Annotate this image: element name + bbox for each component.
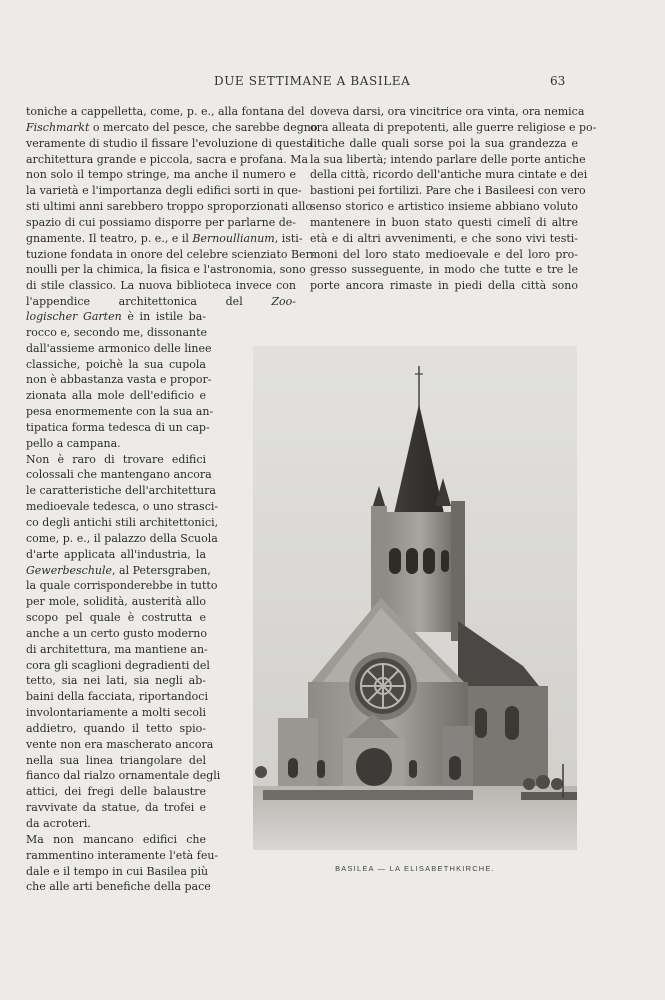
church-photo <box>253 346 577 850</box>
text-line: pello a campana. <box>26 436 121 450</box>
text-line: spazio di cui possiamo disporre per parlarne de- <box>26 215 296 229</box>
text-line: litiche dalle quali sorse poi la sua grandezza e <box>310 136 578 150</box>
text-line: gresso susseguente, in modo che tutte e tre le <box>310 263 578 277</box>
text-line: zionata alla mole dell'edificio e <box>26 389 206 403</box>
text-line: Ma non mancano edifici che <box>26 832 206 846</box>
text-line: vente non era mascherato ancora <box>26 737 214 751</box>
text-line: attici, dei fregi delle balaustre <box>26 785 206 799</box>
text-line: gnamente. Il teatro, p. e., e il Bernoullianum, isti- <box>26 231 303 245</box>
elisabethkirche-illustration <box>253 346 577 850</box>
text-line: noulli per la chimica, la fisica e l'astronomia, sono <box>26 263 306 277</box>
text-line: rammentino interamente l'età feu- <box>26 848 219 862</box>
left-column-narrow <box>26 309 221 895</box>
text-line: non è abbastanza vasta e propor- <box>26 373 212 387</box>
left-column-wide <box>26 104 318 310</box>
text-line: l'appendice architettonica del Zoo- <box>26 295 296 309</box>
text-line: la varietà e l'importanza degli edifici sorti in que- <box>26 184 302 198</box>
running-title: DUE SETTIMANE A BASILEA <box>214 74 411 88</box>
text-line: senso storico e artistico insieme abbiano voluto <box>310 200 578 214</box>
text-line: della città, ricordo dell'antiche mura cintate e dei <box>310 168 588 182</box>
text-line: addietro, quando il tetto spio- <box>26 721 206 735</box>
text-line: porte ancora rimaste in piedi della città sono <box>310 279 578 293</box>
text-line: tetto, sia nei lati, sia negli ab- <box>26 674 206 688</box>
text-line: fianco dal rialzo ornamentale degli <box>26 769 221 783</box>
text-line: sti ultimi anni sarebbero troppo sproporzionati allo <box>26 200 312 214</box>
text-line: classiche, poichè la sua cupola <box>26 357 206 371</box>
text-line: baini della facciata, riportandoci <box>26 690 208 704</box>
text-line: ora alleata di prepotenti, alle guerre religiose e po- <box>310 120 597 134</box>
text-line: dale e il tempo in cui Basilea più <box>26 864 209 878</box>
text-line: tipatica forma tedesca di un cap- <box>26 420 210 434</box>
text-line: logischer Garten è in istile ba- <box>26 310 206 323</box>
text-line: anche a un certo gusto moderno <box>26 626 207 640</box>
text-line: scopo pel quale è costrutta e <box>26 611 206 625</box>
text-line: medioevale tedesca, o uno strasci- <box>26 500 219 514</box>
text-line: per mole, solidità, austerità allo <box>26 595 206 609</box>
text-line: non solo il tempo stringe, ma anche il numero e <box>26 168 296 182</box>
text-line: ravvivate da statue, da trofei e <box>26 801 206 815</box>
text-line: di stile classico. La nuova biblioteca invece con <box>26 279 296 293</box>
text-line: la quale corrisponderebbe in tutto <box>26 579 218 593</box>
text-line: mantenere in buon stato questi cimelî di altre <box>310 215 578 229</box>
right-column <box>310 104 597 294</box>
text-line: pesa enormemente con la sua an- <box>26 405 214 419</box>
text-line: la sua libertà; intendo parlare delle porte antiche <box>310 152 586 166</box>
text-line: rocco e, secondo me, dissonante <box>26 325 208 339</box>
text-line: d'arte applicata all'industria, la <box>26 547 206 561</box>
text-line: co degli antichi stili architettonici, <box>26 515 219 529</box>
text-line: moni del loro stato medioevale e del loro pro- <box>310 247 578 261</box>
page-number: 63 <box>550 74 566 88</box>
text-line: di architettura, ma mantiene an- <box>26 642 208 656</box>
text-line: come, p. e., il palazzo della Scuola <box>26 531 218 545</box>
text-line: doveva darsi, ora vincitrice ora vinta, ora nemica <box>310 105 585 118</box>
text-line: involontariamente a molti secoli <box>26 706 206 720</box>
text-line: che alle arti benefiche della pace <box>26 880 211 894</box>
text-line: età e di altri avvenimenti, e che sono vivi testi- <box>310 231 578 245</box>
text-line: cora gli scaglioni degradienti del <box>26 658 210 672</box>
text-line: nella sua linea triangolare del <box>26 753 206 767</box>
text-line: da acroteri. <box>26 817 91 830</box>
text-line: le caratteristiche dell'architettura <box>26 484 216 498</box>
text-line: toniche a cappelletta, come, p. e., alla fontana del <box>26 105 305 118</box>
text-line: Fischmarkt o mercato del pesce, che sarebbe degno <box>26 120 318 134</box>
figure-caption: BASILEA — LA ELISABETHKIRCHE. <box>335 864 495 873</box>
text-line: Gewerbeschule, al Petersgraben, <box>26 563 211 577</box>
running-header <box>0 74 665 92</box>
text-line: tuzione fondata in onore del celebre scienziato Ber- <box>26 247 315 261</box>
text-line: architettura grande e piccola, sacra e profana. Ma <box>26 152 309 166</box>
text-line: colossali che mantengano ancora <box>26 468 212 482</box>
text-line: dall'assieme armonico delle linee <box>26 341 212 355</box>
text-line: bastioni pei fortilizi. Pare che i Basileesi con vero <box>310 184 586 198</box>
text-line: veramente di studio il fissare l'evoluzione di questa <box>26 136 313 150</box>
text-line: Non è raro di trovare edifici <box>26 452 206 466</box>
